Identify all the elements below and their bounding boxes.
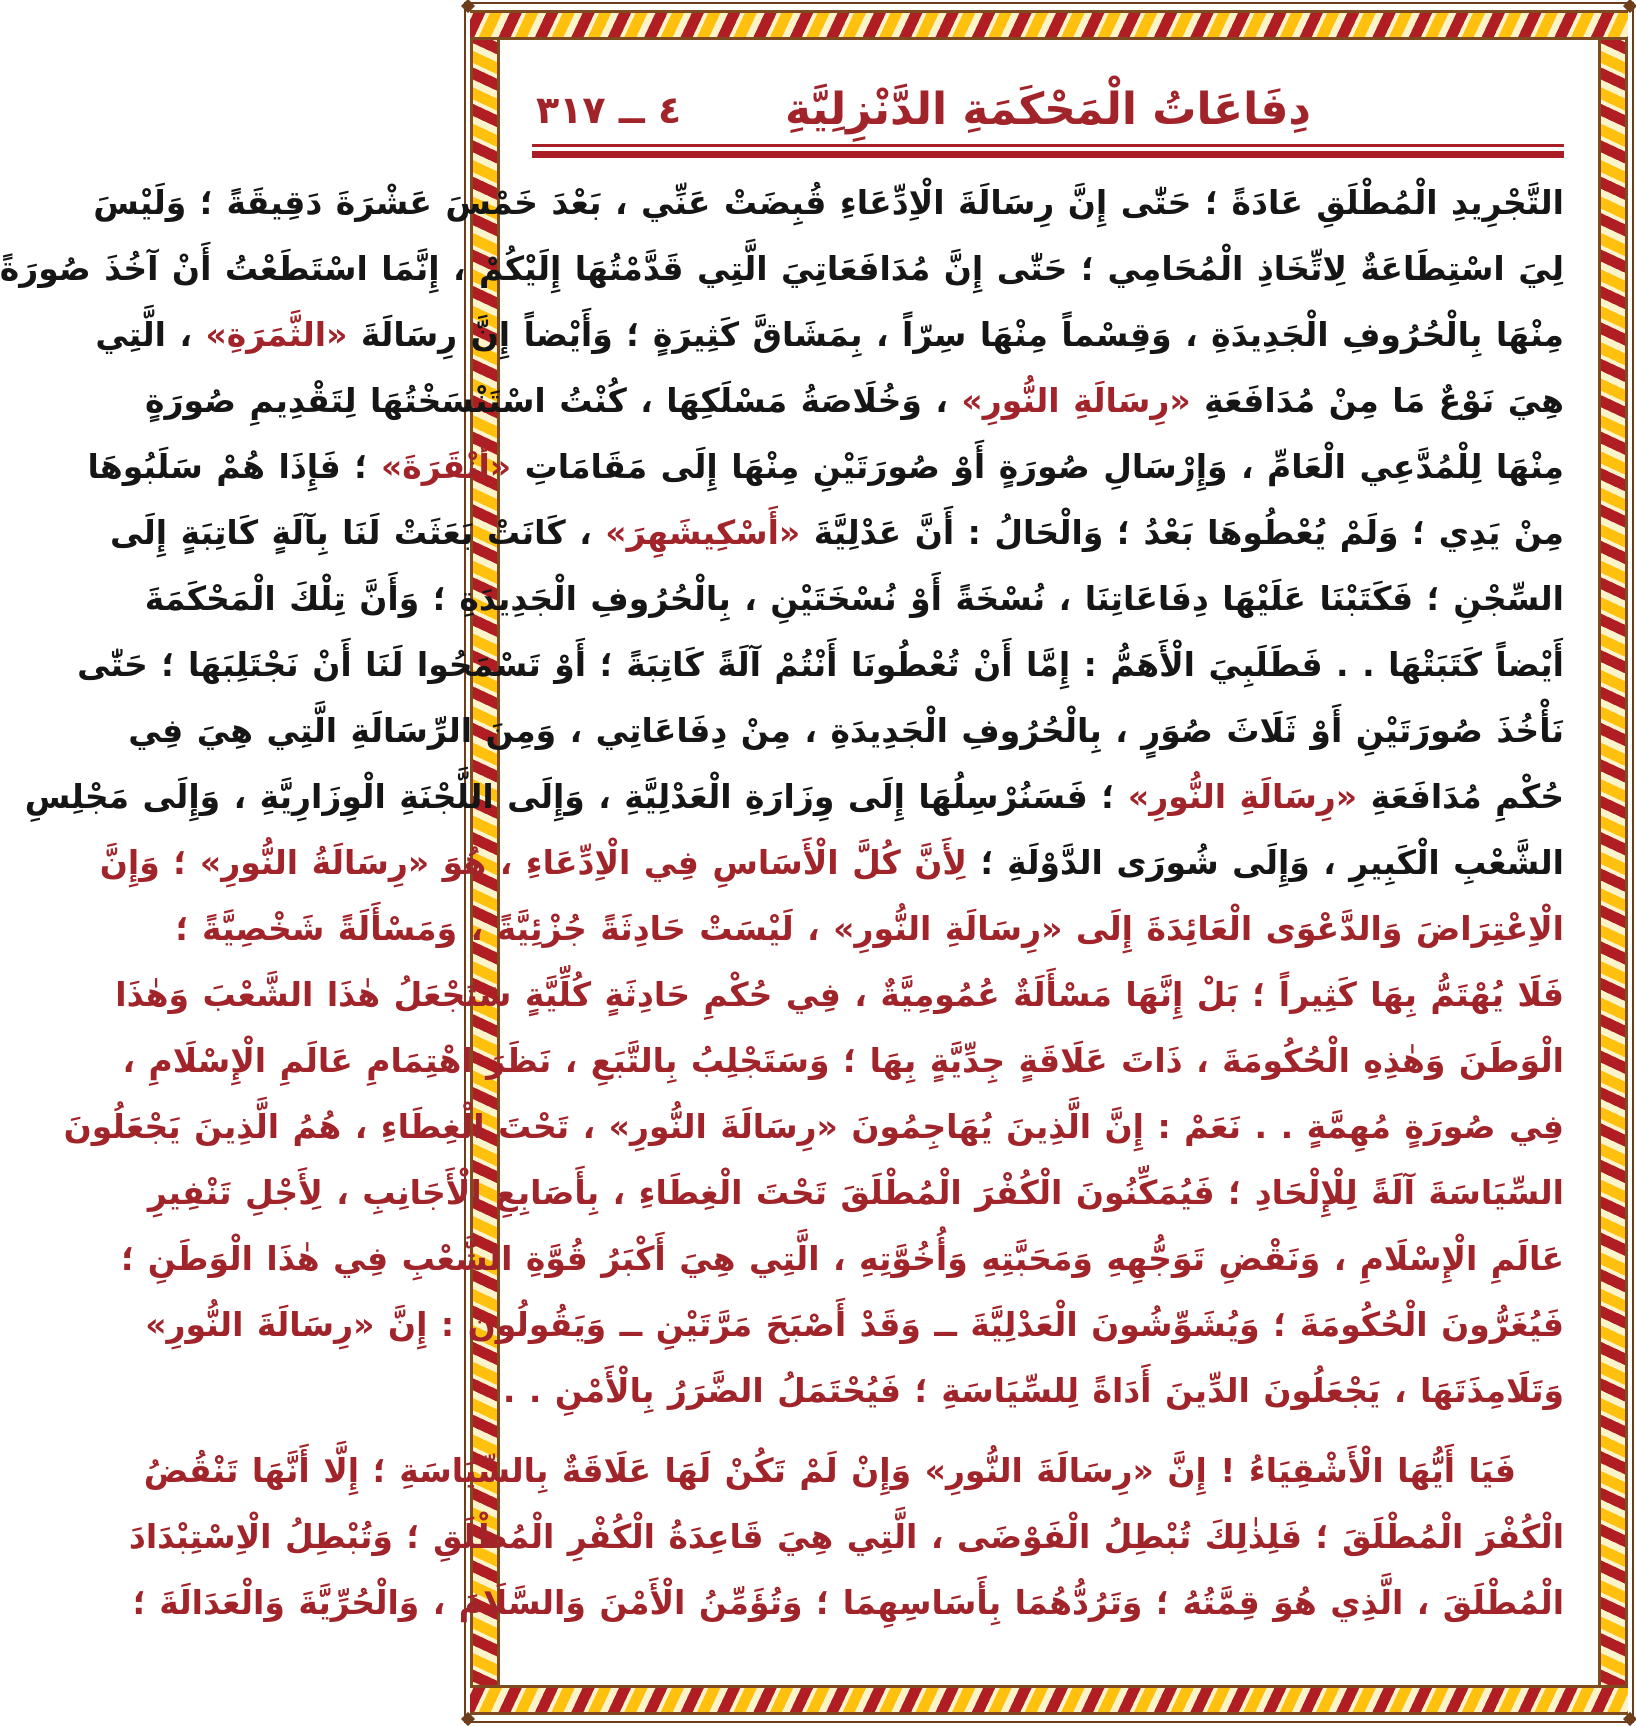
text-line — [175, 896, 1564, 962]
text-line — [93, 170, 1564, 236]
highlighted-text: الْاِعْتِرَاضَ وَالدَّعْوَى الْعَائِدَةَ إِلَى «رِسَالَةِ النُّورِ» ، لَيْسَتْ حَادِثَةً جُزْئِيَّةً ، وَمَسْأَلَةً شَخْصِيَّةً ؛ — [175, 909, 1564, 948]
body-text-segment: ، الَّتِي — [95, 315, 206, 354]
body-text-segment: التَّجْرِيدِ الْمُطْلَقِ عَادَةً ؛ حَتّٰى إِنَّ رِسَالَةَ الْاِدِّعَاءِ قُبِضَتْ عَنِّي ، بَعْدَ خَمْسَ عَشْرَةَ دَقِيقَةً ؛ وَلَيْسَ — [93, 183, 1564, 222]
highlighted-text: فَيَا أَيُّهَا الْأَشْقِيَاءُ ! إِنَّ «رِسَالَةَ النُّورِ» وَإِنْ لَمْ تَكُنْ لَهَا عَلَاقَةٌ بِالسِّيَاسَةِ ؛ إِلَّا أَنَّهَا تَنْقُضُ — [143, 1451, 1516, 1490]
text-line — [122, 1028, 1564, 1094]
text-line — [77, 632, 1564, 698]
decorative-border-right — [1598, 40, 1628, 1685]
highlighted-text: فِي صُورَةٍ مُهِمَّةٍ . . نَعَمْ : إِنَّ الَّذِينَ يُهَاجِمُونَ «رِسَالَةَ النُّورِ» ، تَحْتَ الْغِطَاءِ ، هُمُ الَّذِينَ يَجْعَلُونَ — [63, 1107, 1564, 1146]
body-text-segment: أَيْضاً كَتَبَتْهَا . . فَطَلَبِيَ الْأَهَمُّ : إِمَّا أَنْ تُعْطُونَا أَنْتُمْ آلَةً كَاتِبَةً ؛ أَوْ تَسْمَحُوا لَنَا أَنْ نَجْتَلِبَهَا ؛ حَتّٰى — [77, 645, 1564, 684]
body-text-segment: مِنْ يَدِي ؛ وَلَمْ يُعْطُوهَا بَعْدُ ؛ وَالْحَالُ : أَنَّ عَدْلِيَّةَ — [800, 513, 1564, 552]
body-text-segment: لِيَ اسْتِطَاعَةٌ لِاتِّخَاذِ الْمُحَامِي ؛ حَتّٰى إِنَّ مُدَافَعَاتِيَ الَّتِي قَدَّمْتُهَا إِلَيْكُمْ ، إِنَّمَا اسْتَطَعْتُ أَنْ آخُذَ صُورَةً — [0, 249, 1564, 288]
body-text-segment: ، وَخُلَاصَةُ مَسْلَكِهَا ، كُنْتُ اسْتَنْسَخْتُهَا لِتَقْدِيمِ صُورَةٍ — [145, 381, 962, 420]
decorative-border-top — [470, 10, 1628, 40]
text-line — [121, 1226, 1564, 1292]
highlighted-text: لِأَنَّ كُلَّ الْأَسَاسِ فِي الْاِدِّعَاءِ ، هُوَ «رِسَالَةُ النُّورِ» ؛ وَإِنَّ — [99, 843, 967, 882]
body-text-segment: الشَّعْبِ الْكَبِيرِ ، وَإِلَى شُورَى الدَّوْلَةِ ؛ — [966, 843, 1564, 882]
page-header — [532, 78, 1564, 142]
highlighted-text: «أَسْكِيشَهِرَ» — [605, 513, 801, 552]
text-line — [99, 830, 1564, 896]
page-number: ٤ ــ ٣١٧ — [536, 88, 682, 132]
body-text-segment: نَأْخُذَ صُورَتَيْنِ أَوْ ثَلَاثَ صُوَرٍ ، بِالْحُرُوفِ الْجَدِيدَةِ ، مِنْ دِفَاعَاتِي ، وَمِنَ الرِّسَالَةِ الَّتِي هِيَ فِي — [128, 711, 1564, 750]
text-line — [24, 764, 1564, 830]
header-rule-thick — [532, 151, 1564, 158]
text-line — [145, 368, 1564, 434]
body-text — [0, 170, 1564, 1636]
body-text-segment: ، كَانَتْ بَعَثَتْ لَنَا بِآلَةٍ كَاتِبَةٍ إِلَى — [109, 513, 606, 552]
text-line — [128, 698, 1564, 764]
text-line — [115, 962, 1564, 1028]
highlighted-text: «الثَّمَرَةِ» — [205, 315, 348, 354]
text-line — [145, 1292, 1564, 1358]
body-text-segment: هِيَ نَوْعٌ مَا مِنْ مُدَافَعَةِ — [1190, 381, 1564, 420]
highlighted-text: فَيُغَرُّونَ الْحُكُومَةَ ؛ وَيُشَوِّشُونَ الْعَدْلِيَّةَ ــ وَقَدْ أَصْبَحَ مَرَّتَيْنِ ــ وَيَقُولُونَ : إِنَّ «رِسَالَةَ النُّورِ» — [145, 1305, 1564, 1344]
text-line — [128, 1504, 1564, 1570]
highlighted-text: وَتَلَامِذَتَهَا ، يَجْعَلُونَ الدِّينَ أَدَاةً لِلسِّيَاسَةِ ؛ فَيُحْتَمَلُ الضَّرَرُ بِالْأَمْنِ . . — [502, 1371, 1564, 1410]
text-line — [87, 434, 1564, 500]
body-text-segment: ؛ فَإِذَا هُمْ سَلَبُوهَا — [87, 447, 381, 486]
body-text-segment: السِّجْنِ ؛ فَكَتَبْنَا عَلَيْهَا دِفَاعَاتِنَا ، نُسْخَةً أَوْ نُسْخَتَيْنِ ، بِالْحُرُوفِ الْجَدِيدَةِ ؛ وَأَنَّ تِلْكَ الْمَحْكَمَةَ — [144, 579, 1564, 618]
text-line — [95, 302, 1564, 368]
body-text-segment: مِنْهَا لِلْمُدَّعِي الْعَامِّ ، وَإِرْسَالِ صُورَةٍ أَوْ صُورَتَيْنِ مِنْهَا إِلَى مَقَامَاتِ — [511, 447, 1564, 486]
page-content — [0, 78, 1564, 1636]
highlighted-text: الْكُفْرَ الْمُطْلَقَ ؛ فَلِذٰلِكَ تُبْطِلُ الْفَوْضَى ، الَّتِي هِيَ قَاعِدَةُ الْكُفْرِ الْمُطْلَقِ ؛ وَتُبْطِلُ الْاِسْتِبْدَادَ — [128, 1517, 1564, 1556]
highlighted-text: عَالَمِ الْإِسْلَامِ ، وَنَقْضِ تَوَجُّهِهِ وَمَحَبَّتِهِ وَأُخُوَّتِهِ ، الَّتِي هِيَ أَكْبَرُ قُوَّةِ الشَّعْبِ فِي هٰذَا الْوَطَنِ ؛ — [121, 1239, 1564, 1278]
text-line — [143, 1438, 1564, 1504]
decorative-border-bottom — [470, 1685, 1628, 1715]
highlighted-text: «رِسَالَةِ النُّورِ» — [961, 381, 1191, 420]
text-line — [63, 1094, 1564, 1160]
body-text-segment: ؛ فَسَنُرْسِلُهَا إِلَى وِزَارَةِ الْعَدْلِيَّةِ ، وَإِلَى اللَّجْنَةِ الْوِزَارِيَّةِ ، وَإِلَى مَجْلِسِ — [24, 777, 1128, 816]
text-line — [147, 1160, 1564, 1226]
text-line — [109, 500, 1564, 566]
page-title: دِفَاعَاتُ الْمَحْكَمَةِ الدَّنْزِلِيَّةِ — [784, 84, 1311, 135]
highlighted-text: «أَنْقَرَةَ» — [380, 447, 512, 486]
highlighted-text: السِّيَاسَةَ آلَةً لِلْإِلْحَادِ ؛ فَيُمَكِّنُونَ الْكُفْرَ الْمُطْلَقَ تَحْتَ الْغِطَاءِ ، بِأَصَابِعِ الْأَجَانِبِ ، لِأَجْلِ تَنْفِيرِ — [147, 1173, 1564, 1212]
text-line — [144, 566, 1564, 632]
text-line — [132, 1570, 1564, 1636]
body-text-segment: حُكْمِ مُدَافَعَةِ — [1357, 777, 1564, 816]
highlighted-text: الْمُطْلَقَ ، الَّذِي هُوَ قِمَّتُهُ ؛ وَتَرُدُّهُمَا بِأَسَاسِهِمَا ؛ وَتُؤَمِّنُ الْأَمْنَ وَالسَّلَامَ ، وَالْحُرِّيَّةَ وَالْعَدَالَةَ ؛ — [132, 1583, 1564, 1622]
text-line — [502, 1358, 1564, 1424]
text-line — [0, 236, 1564, 302]
highlighted-text: «رِسَالَةِ النُّورِ» — [1127, 777, 1358, 816]
highlighted-text: الْوَطَنَ وَهٰذِهِ الْحُكُومَةَ ، ذَاتَ عَلَاقَةٍ جِدِّيَّةٍ بِهَا ؛ وَسَتَجْلِبُ بِالتَّبَعِ ، نَظَرَ اهْتِمَامِ عَالَمِ الْإِسْلَامِ ، — [122, 1041, 1564, 1080]
body-text-segment: مِنْهَا بِالْحُرُوفِ الْجَدِيدَةِ ، وَقِسْماً مِنْهَا سِرّاً ، بِمَشَاقَّ كَثِيرَةٍ ؛ وَأَيْضاً إِنَّ رِسَالَةَ — [347, 315, 1564, 354]
header-rule-thin — [532, 144, 1564, 147]
highlighted-text: فَلَا يُهْتَمُّ بِهَا كَثِيراً ؛ بَلْ إِنَّهَا مَسْأَلَةٌ عُمُومِيَّةٌ ، فِي حُكْمِ حَادِثَةٍ كُلِّيَّةٍ سَتَجْعَلُ هٰذَا الشَّعْبَ وَهٰذَا — [115, 975, 1564, 1014]
